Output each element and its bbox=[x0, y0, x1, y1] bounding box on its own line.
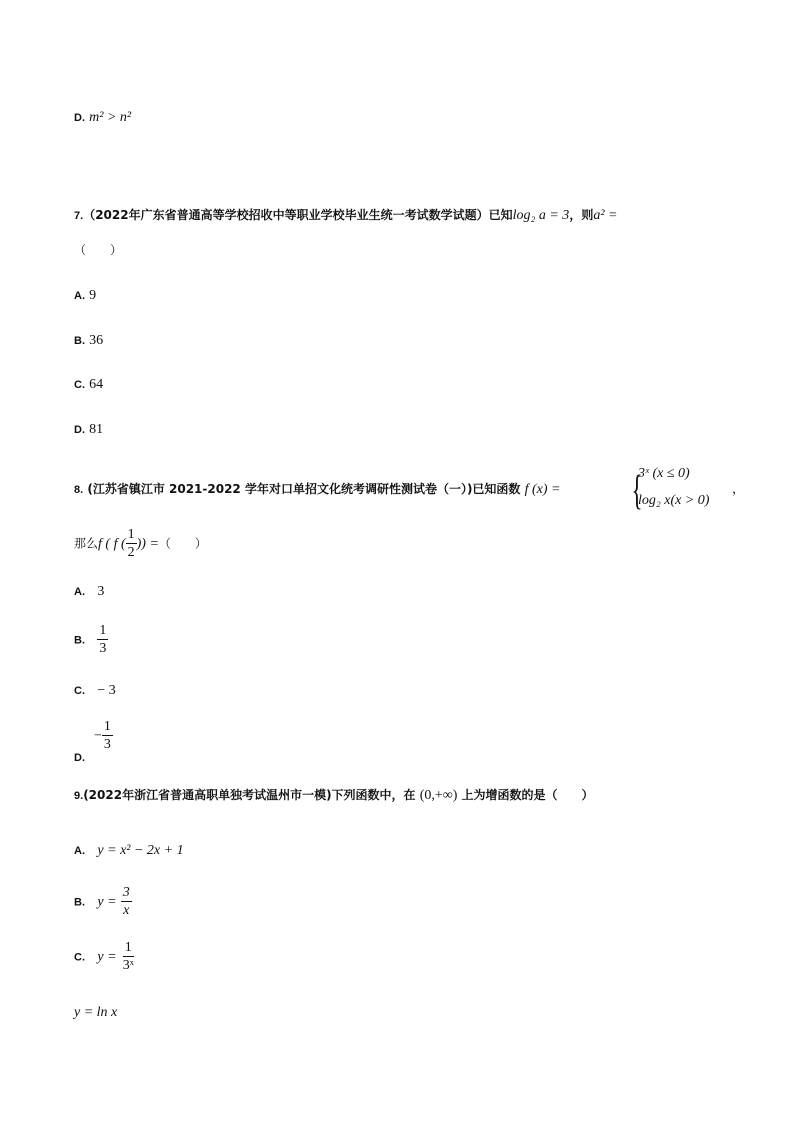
option-fraction bbox=[121, 941, 136, 973]
option-value: 64 bbox=[89, 377, 104, 392]
option-fraction bbox=[97, 624, 108, 656]
q8-option-d bbox=[74, 720, 113, 752]
piece-two: log₂ x(x > 0) bbox=[638, 493, 710, 508]
q8-stem bbox=[74, 480, 560, 499]
option-value: − 3 bbox=[97, 683, 116, 698]
option-value: 3 bbox=[97, 584, 105, 599]
q8-option-c bbox=[74, 682, 116, 700]
q7-option-d bbox=[74, 421, 103, 439]
interval-expression: (0,+∞) bbox=[419, 788, 458, 803]
q8-option-b bbox=[74, 624, 108, 656]
option-label: D. bbox=[74, 112, 85, 124]
option-label: B. bbox=[74, 335, 85, 347]
option-label: A. bbox=[74, 586, 85, 598]
question-number: 9. bbox=[74, 790, 84, 802]
fraction-denominator: 2 bbox=[127, 545, 135, 560]
question-number: 8. bbox=[74, 484, 84, 496]
fraction-numerator: 1 bbox=[99, 623, 107, 638]
q9-stem bbox=[74, 786, 594, 805]
q8-option-d-label: D. bbox=[74, 752, 85, 764]
q9-option-a bbox=[74, 842, 184, 860]
option-lhs: y = bbox=[97, 949, 117, 965]
option-label: D. bbox=[74, 424, 85, 436]
q9-option-b bbox=[74, 886, 132, 918]
option-expression: y = ln x bbox=[74, 1005, 118, 1020]
option-label: C. bbox=[74, 685, 85, 697]
option-value: 9 bbox=[89, 288, 97, 303]
answer-paren: （ ） bbox=[158, 536, 207, 551]
fraction-denominator: 3 bbox=[103, 737, 111, 752]
piece-one: 3ˣ (x ≤ 0) bbox=[638, 466, 690, 481]
q6-option-d bbox=[74, 109, 131, 127]
option-value: 36 bbox=[89, 333, 104, 348]
q7-option-b bbox=[74, 332, 103, 350]
q8-prompt bbox=[74, 528, 207, 560]
q7-option-c bbox=[74, 376, 103, 394]
option-label: A. bbox=[74, 845, 85, 857]
option-expression: y = x² − 2x + 1 bbox=[97, 843, 184, 858]
target-expression: a² = bbox=[593, 208, 618, 223]
question-text: (2022年浙江省普通高职单独考试温州市一模)下列函数中，在 bbox=[83, 788, 416, 802]
question-text: （2022年广东省普通高等学校招收中等职业学校毕业生统一考试数学试题）已知 bbox=[83, 208, 513, 222]
option-label: B. bbox=[74, 634, 85, 647]
option-fraction bbox=[102, 720, 113, 752]
q8-option-a bbox=[74, 583, 104, 601]
option-label: C. bbox=[74, 379, 85, 391]
prompt-close: )) = bbox=[136, 536, 159, 552]
fraction-denominator: 3ˣ bbox=[122, 958, 134, 973]
question-text: (江苏省镇江市 2021-2022 学年对口单招文化统考调研性测试卷（一）)已知函数 bbox=[87, 482, 521, 496]
fraction-denominator: 3 bbox=[99, 641, 107, 656]
q9-option-c bbox=[74, 941, 136, 973]
option-value: 81 bbox=[89, 422, 104, 437]
condition-expression: log₂ a = 3 bbox=[512, 208, 570, 223]
prompt-expression: f ( f ( bbox=[98, 536, 126, 552]
piecewise-comma: ， bbox=[732, 481, 746, 496]
prompt-fraction bbox=[126, 528, 137, 560]
question-text-end: 上为增函数的是（ ） bbox=[461, 788, 594, 802]
option-fraction bbox=[121, 886, 132, 918]
option-label: C. bbox=[74, 951, 85, 964]
q7-stem bbox=[74, 206, 617, 225]
prompt-prefix: 那么 bbox=[74, 536, 99, 551]
question-text-2: ，则 bbox=[569, 208, 594, 222]
piecewise-brace: { bbox=[631, 468, 643, 514]
q7-answer-paren: （ ） bbox=[74, 243, 123, 257]
fraction-numerator: 3 bbox=[122, 885, 130, 900]
fraction-denominator: x bbox=[123, 903, 130, 918]
q7-option-a bbox=[74, 287, 96, 305]
fraction-numerator: 1 bbox=[127, 527, 135, 542]
option-sign: − bbox=[94, 728, 102, 744]
function-lhs: f (x) = bbox=[524, 482, 561, 497]
q9-option-d bbox=[74, 1004, 117, 1022]
fraction-numerator: 1 bbox=[103, 719, 111, 734]
option-lhs: y = bbox=[97, 894, 117, 910]
fraction-numerator: 1 bbox=[124, 940, 132, 955]
option-label: B. bbox=[74, 896, 85, 909]
option-label: A. bbox=[74, 290, 85, 302]
option-expression: m² > n² bbox=[89, 110, 132, 125]
question-number: 7. bbox=[74, 210, 84, 222]
